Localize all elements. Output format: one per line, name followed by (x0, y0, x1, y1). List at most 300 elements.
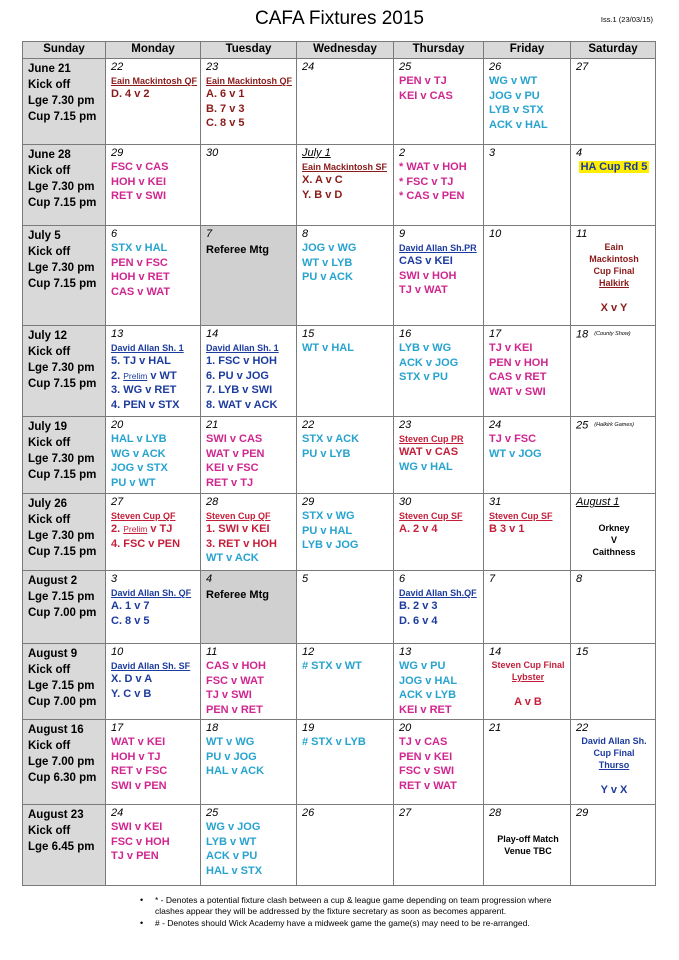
fixture-text: WG v JOG (206, 821, 261, 833)
fixture-line (206, 551, 293, 566)
week-row (23, 326, 656, 417)
week-start-date: June 21 (28, 63, 71, 75)
fixture-text: 3. WG v RET (111, 384, 177, 396)
day-cell (297, 145, 394, 226)
day-cell (484, 417, 571, 494)
fixture-heading-text: David Allan Sh. SF (111, 661, 191, 671)
day-number (302, 147, 390, 160)
kickoff-info: Kick off (28, 825, 71, 837)
fixture-line (489, 103, 567, 118)
fixture-text: 3. RET v HOH (206, 537, 277, 550)
fixture-line (206, 354, 293, 369)
fixture-text: HAL v STX (206, 864, 263, 877)
day-number (302, 722, 390, 735)
fixture-text: STX v ACK (302, 433, 360, 445)
fixture-heading (111, 75, 197, 87)
fixture-line (111, 614, 197, 629)
fixture-text: STX v HAL (111, 242, 168, 254)
fixture-line (111, 599, 197, 614)
fixture-text: KEI v RET (399, 703, 452, 716)
day-cell (484, 226, 571, 326)
fixture-text: TJ v SWI (206, 689, 252, 701)
date-text: 13 (399, 646, 412, 658)
kickoff-info: Cup 7.00 pm (28, 696, 97, 708)
date-text: 30 (206, 147, 219, 159)
fixture-line (302, 341, 390, 356)
fixture-text: PU v WT (111, 476, 156, 489)
fixture-text: RET v WAT (399, 779, 457, 792)
day-number (302, 328, 390, 341)
fixture-line (399, 254, 480, 269)
fixture-line (489, 118, 567, 133)
week-info (23, 571, 106, 644)
footnote-text: # - Denotes should Wick Academy have a midweek game the game(s) may need to be re-arranged. (155, 918, 530, 928)
day-number (206, 646, 293, 659)
day-number (489, 147, 567, 160)
date-text: 19 (302, 722, 315, 734)
fixture-heading (399, 433, 480, 445)
fixture-text: * CAS v PEN (399, 190, 465, 202)
fixture-heading (206, 75, 293, 87)
date-text: 3 (489, 147, 496, 159)
fixture-text: HOH v KEI (111, 175, 167, 188)
day-cell (571, 494, 656, 571)
fixture-text: WG v ACK (111, 447, 166, 460)
week-row (23, 59, 656, 145)
kickoff-info: Lge 7.30 pm (28, 453, 95, 465)
date-text: 12 (302, 646, 315, 658)
fixture-line (302, 524, 390, 539)
fixture-line (399, 445, 480, 460)
kickoff-info: Cup 6.30 pm (28, 772, 97, 784)
fixture-text: WT v ACK (206, 552, 259, 564)
footnotes (138, 895, 568, 930)
day-number (399, 646, 480, 659)
fixture-text: WG v PU (399, 660, 446, 672)
day-header-tuesday: Tuesday (201, 42, 297, 59)
kickoff-info: Kick off (28, 664, 71, 676)
fixture-line (111, 476, 197, 491)
date-text: 8 (302, 228, 309, 240)
kickoff-info: Kick off (28, 346, 71, 358)
day-number (399, 496, 480, 509)
day-number (302, 496, 390, 509)
fixture-text: WT v LYB (302, 256, 353, 269)
fixture-heading (206, 342, 293, 354)
date-text: 26 (302, 807, 315, 819)
kickoff-info: Kick off (28, 740, 71, 752)
kickoff-info: Kick off (28, 79, 71, 91)
calendar-body (23, 59, 656, 886)
day-number (576, 573, 652, 586)
date-text: 25 (576, 419, 589, 432)
fixture-text: PEN v KEI (399, 750, 453, 763)
fixture-line (111, 750, 197, 765)
footnote-text: * - Denotes a potential fixture clash between a cup & league game depending on team progression where clashes appear they will be addressed by the fixture secretary as soon as becomes apparent. (155, 895, 552, 916)
day-cell (484, 571, 571, 644)
fixture-line (206, 432, 293, 447)
day-number (206, 807, 293, 820)
fixture-text: LYB v STX (489, 104, 544, 116)
day-cell (297, 326, 394, 417)
day-cell (201, 494, 297, 571)
fixture-text: * FSC v TJ (399, 175, 454, 188)
fixture-line (111, 461, 197, 476)
fixture-text: CAS v KEI (399, 255, 453, 267)
day-cell (201, 226, 297, 326)
date-text: 21 (489, 722, 502, 734)
fixture-text: TJ v WAT (399, 284, 448, 296)
fixture-text: ACK v HAL (489, 118, 548, 131)
day-cell (484, 145, 571, 226)
date-text: 14 (206, 328, 219, 340)
day-cell (201, 59, 297, 145)
day-header-row (23, 42, 656, 59)
fixture-line (206, 735, 293, 750)
fixture-line (206, 369, 293, 384)
day-cell (106, 417, 201, 494)
day-number (399, 419, 480, 432)
date-text: 28 (206, 496, 219, 508)
day-cell (106, 226, 201, 326)
day-cell (297, 59, 394, 145)
day-number (111, 228, 197, 241)
fixture-text: Referee Mtg (206, 589, 269, 601)
fixture-line (302, 538, 390, 553)
date-text: 22 (576, 722, 589, 734)
fixture-text: CAS v RET (489, 371, 547, 383)
date-text: 14 (489, 646, 502, 658)
day-number (399, 328, 480, 341)
fixture-text: 1. FSC v HOH (206, 355, 277, 367)
day-cell (201, 417, 297, 494)
fixture-heading-text: Orkney (598, 523, 630, 533)
day-cell (106, 571, 201, 644)
day-cell (394, 59, 484, 145)
week-row (23, 145, 656, 226)
fixture-text: LYB v WG (399, 342, 452, 354)
fixture-heading (576, 265, 652, 277)
day-number (489, 228, 567, 241)
day-number (302, 61, 390, 74)
day-number (489, 722, 567, 735)
fixture-line (111, 189, 197, 204)
fixture-line (206, 674, 293, 689)
fixture-text: LYB v JOG (302, 539, 359, 551)
week-start-date: August 2 (28, 575, 78, 587)
fixture-text: TJ v KEI (489, 342, 533, 354)
fixture-line (399, 189, 480, 204)
fixture-text: CAS v WAT (111, 285, 171, 298)
fixture-text: HAL v ACK (206, 765, 265, 777)
date-text: 29 (302, 496, 315, 508)
week-row (23, 644, 656, 720)
fixture-line (206, 398, 293, 413)
day-cell (394, 326, 484, 417)
fixture-line (206, 537, 293, 552)
fixture-line (489, 522, 567, 537)
fixture-text: C. 8 v 5 (206, 117, 245, 129)
week-info (23, 417, 106, 494)
fixture-line (111, 285, 197, 300)
fixture-text: A. 1 v 7 (111, 600, 150, 612)
kickoff-info: Lge 7.30 pm (28, 362, 95, 374)
week-start-date: July 12 (28, 330, 67, 342)
fixture-heading-text: David Allan Sh. QF (111, 588, 192, 598)
fixture-heading-text: Steven Cup PR (399, 434, 464, 444)
fixture-text: 1. SWI v KEI (206, 523, 270, 535)
day-number (489, 807, 567, 820)
fixture-text: 8. WAT v ACK (206, 398, 278, 411)
day-cell (571, 326, 656, 417)
page-title: CAFA Fixtures 2015 (255, 8, 424, 29)
kickoff-info: Lge 7.30 pm (28, 530, 95, 542)
day-number (489, 328, 567, 341)
day-cell (571, 145, 656, 226)
fixture-heading-text: V (610, 535, 617, 545)
fixture-text: LYB v WT (206, 835, 257, 848)
fixture-text: WT v HAL (302, 342, 354, 354)
week-info (23, 720, 106, 805)
fixture-line (399, 89, 480, 104)
day-cell (394, 644, 484, 720)
fixture-heading (489, 833, 567, 845)
fixture-text: 6. PU v JOG (206, 369, 269, 382)
fixture-line (302, 173, 390, 188)
fixture-line (489, 447, 567, 462)
fixture-line (489, 385, 567, 400)
date-text: 29 (111, 147, 124, 159)
day-number (489, 496, 567, 509)
fixture-heading-text: Steven Cup Final (491, 660, 565, 670)
day-number (489, 646, 567, 659)
fixture-heading-text: David Allan Sh. 1 (206, 343, 279, 353)
date-text: 25 (206, 807, 219, 819)
day-cell (297, 571, 394, 644)
day-number (399, 228, 480, 241)
fixture-heading (111, 342, 197, 354)
fixture-line (399, 659, 480, 674)
date-text: 8 (576, 573, 583, 585)
fixture-heading (576, 253, 652, 265)
issue-label: Iss.1 (23/03/15) (600, 15, 653, 24)
date-text: 31 (489, 496, 502, 508)
fixture-heading-text: Cup Final (593, 266, 635, 276)
fixture-heading (489, 671, 567, 683)
fixture-text: STX v WG (302, 510, 355, 522)
day-cell (394, 805, 484, 886)
fixture-heading-text: Steven Cup SF (489, 511, 553, 521)
fixture-heading (576, 747, 652, 759)
day-number (302, 228, 390, 241)
day-cell (201, 644, 297, 720)
fixture-text: D. 4 v 2 (111, 88, 150, 100)
fixture-line (399, 74, 480, 89)
date-text: 3 (111, 573, 118, 585)
day-number (111, 646, 197, 659)
fixture-line (206, 588, 293, 603)
day-cell (484, 644, 571, 720)
date-text: 23 (206, 61, 219, 73)
day-number (111, 573, 197, 586)
fixture-text: C. 8 v 5 (111, 614, 150, 627)
fixture-text: B. 7 v 3 (206, 102, 245, 115)
week-start-date: June 28 (28, 149, 71, 161)
day-cell (571, 59, 656, 145)
day-cell (571, 417, 656, 494)
kickoff-info: Kick off (28, 165, 71, 177)
fixture-heading (576, 510, 652, 522)
date-text: 20 (399, 722, 412, 734)
kickoff-info: Lge 7.30 pm (28, 95, 95, 107)
date-text: 28 (489, 807, 502, 819)
fixture-line (399, 599, 480, 614)
week-start-date: August 23 (28, 809, 84, 821)
fixture-text: PEN v FSC (111, 256, 168, 269)
fixture-heading-text: Play-off Match (497, 834, 559, 844)
day-number (206, 573, 293, 586)
fixture-heading-text: Cup Final (593, 748, 635, 758)
week-info (23, 326, 106, 417)
fixture-text: TJ v PEN (111, 850, 159, 862)
fixture-heading (576, 289, 652, 301)
fixture-line (206, 102, 293, 117)
fixture-heading (206, 510, 293, 522)
day-cell (201, 145, 297, 226)
fixture-line (206, 476, 293, 491)
fixture-text: RET v FSC (111, 765, 168, 777)
day-header-wednesday: Wednesday (297, 42, 394, 59)
fixture-line (111, 835, 197, 850)
day-number (206, 419, 293, 432)
fixture-line (489, 695, 567, 710)
fixture-text: Y. B v D (302, 188, 343, 201)
fixture-heading (576, 277, 652, 289)
fixture-line (399, 356, 480, 371)
fixture-text: PU v JOG (206, 750, 257, 763)
fixture-text: WAT v CAS (399, 446, 459, 458)
fixture-line (111, 354, 197, 369)
fixture-line (111, 87, 197, 102)
day-cell (106, 644, 201, 720)
day-number (206, 496, 293, 509)
fixture-text: HOH v RET (111, 271, 170, 283)
fixtures-calendar (22, 41, 656, 886)
fixture-line (399, 283, 480, 298)
fixture-heading (489, 683, 567, 695)
fixture-line (399, 175, 480, 190)
date-text: 29 (576, 807, 589, 819)
fixture-heading (399, 587, 480, 599)
fixture-heading-text: Venue TBC (504, 846, 552, 856)
fixture-line (399, 614, 480, 629)
date-text: 4 (576, 147, 583, 159)
kickoff-info: Lge 7.00 pm (28, 756, 95, 768)
day-number (302, 646, 390, 659)
fixture-heading (576, 546, 652, 558)
day-cell (394, 720, 484, 805)
fixture-heading-text: David Allan Sh.PR (399, 243, 477, 253)
day-cell (106, 145, 201, 226)
day-cell (394, 145, 484, 226)
fixture-text: X v Y (600, 302, 628, 314)
day-cell (484, 805, 571, 886)
fixture-line (206, 447, 293, 462)
fixture-line (111, 241, 197, 256)
day-number (206, 61, 293, 74)
week-row (23, 494, 656, 571)
day-header-saturday: Saturday (571, 42, 656, 59)
day-cell (106, 805, 201, 886)
day-note: (County Show) (594, 331, 631, 337)
date-text: 16 (399, 328, 412, 340)
fixture-text: Referee Mtg (206, 244, 269, 256)
day-header-thursday: Thursday (394, 42, 484, 59)
fixture-text: JOG v PU (489, 89, 540, 102)
day-number (399, 722, 480, 735)
fixture-line (399, 688, 480, 703)
week-info (23, 494, 106, 571)
fixture-line (399, 522, 480, 537)
fixture-heading (111, 510, 197, 522)
kickoff-info: Cup 7.15 pm (28, 546, 97, 558)
fixture-text: 4. FSC v PEN (111, 537, 181, 550)
date-text: 24 (489, 419, 502, 431)
fixture-line (206, 849, 293, 864)
kickoff-info: Kick off (28, 514, 71, 526)
fixture-text: SWI v HOH (399, 269, 457, 282)
fixture-line (399, 750, 480, 765)
fixture-line (206, 116, 293, 131)
prelim-label: Prelim (123, 524, 148, 534)
fixture-text: SWI v KEI (111, 821, 163, 833)
week-row (23, 571, 656, 644)
day-cell (571, 720, 656, 805)
fixture-line (111, 256, 197, 271)
day-cell (297, 720, 394, 805)
day-number (399, 61, 480, 74)
fixture-text: HAL v LYB (111, 433, 167, 445)
week-row (23, 805, 656, 886)
day-number (111, 61, 197, 74)
fixture-line (576, 160, 652, 175)
footnote (138, 895, 568, 917)
fixture-text: PU v HAL (302, 524, 353, 537)
fixture-line (206, 750, 293, 765)
day-cell (106, 59, 201, 145)
fixture-line (399, 160, 480, 175)
day-number (111, 496, 197, 509)
fixture-line (399, 460, 480, 475)
kickoff-info: Kick off (28, 246, 71, 258)
date-text: 7 (489, 573, 496, 585)
fixture-line (206, 835, 293, 850)
fixture-text: ACK v JOG (399, 356, 459, 369)
fixture-text: B. 2 v 3 (399, 600, 438, 612)
day-number (489, 573, 567, 586)
fixture-line (302, 735, 390, 750)
day-number (111, 807, 197, 820)
fixture-heading-text: Eain Mackintosh QF (111, 76, 198, 86)
date-text: 18 (206, 722, 219, 734)
fixture-line (111, 270, 197, 285)
fixture-heading-text: Steven Cup QF (111, 511, 176, 521)
fixture-text: KEI v CAS (399, 89, 453, 102)
day-number (576, 147, 652, 160)
day-number (302, 419, 390, 432)
fixture-heading (489, 510, 567, 522)
date-text: August 1 (576, 496, 620, 508)
